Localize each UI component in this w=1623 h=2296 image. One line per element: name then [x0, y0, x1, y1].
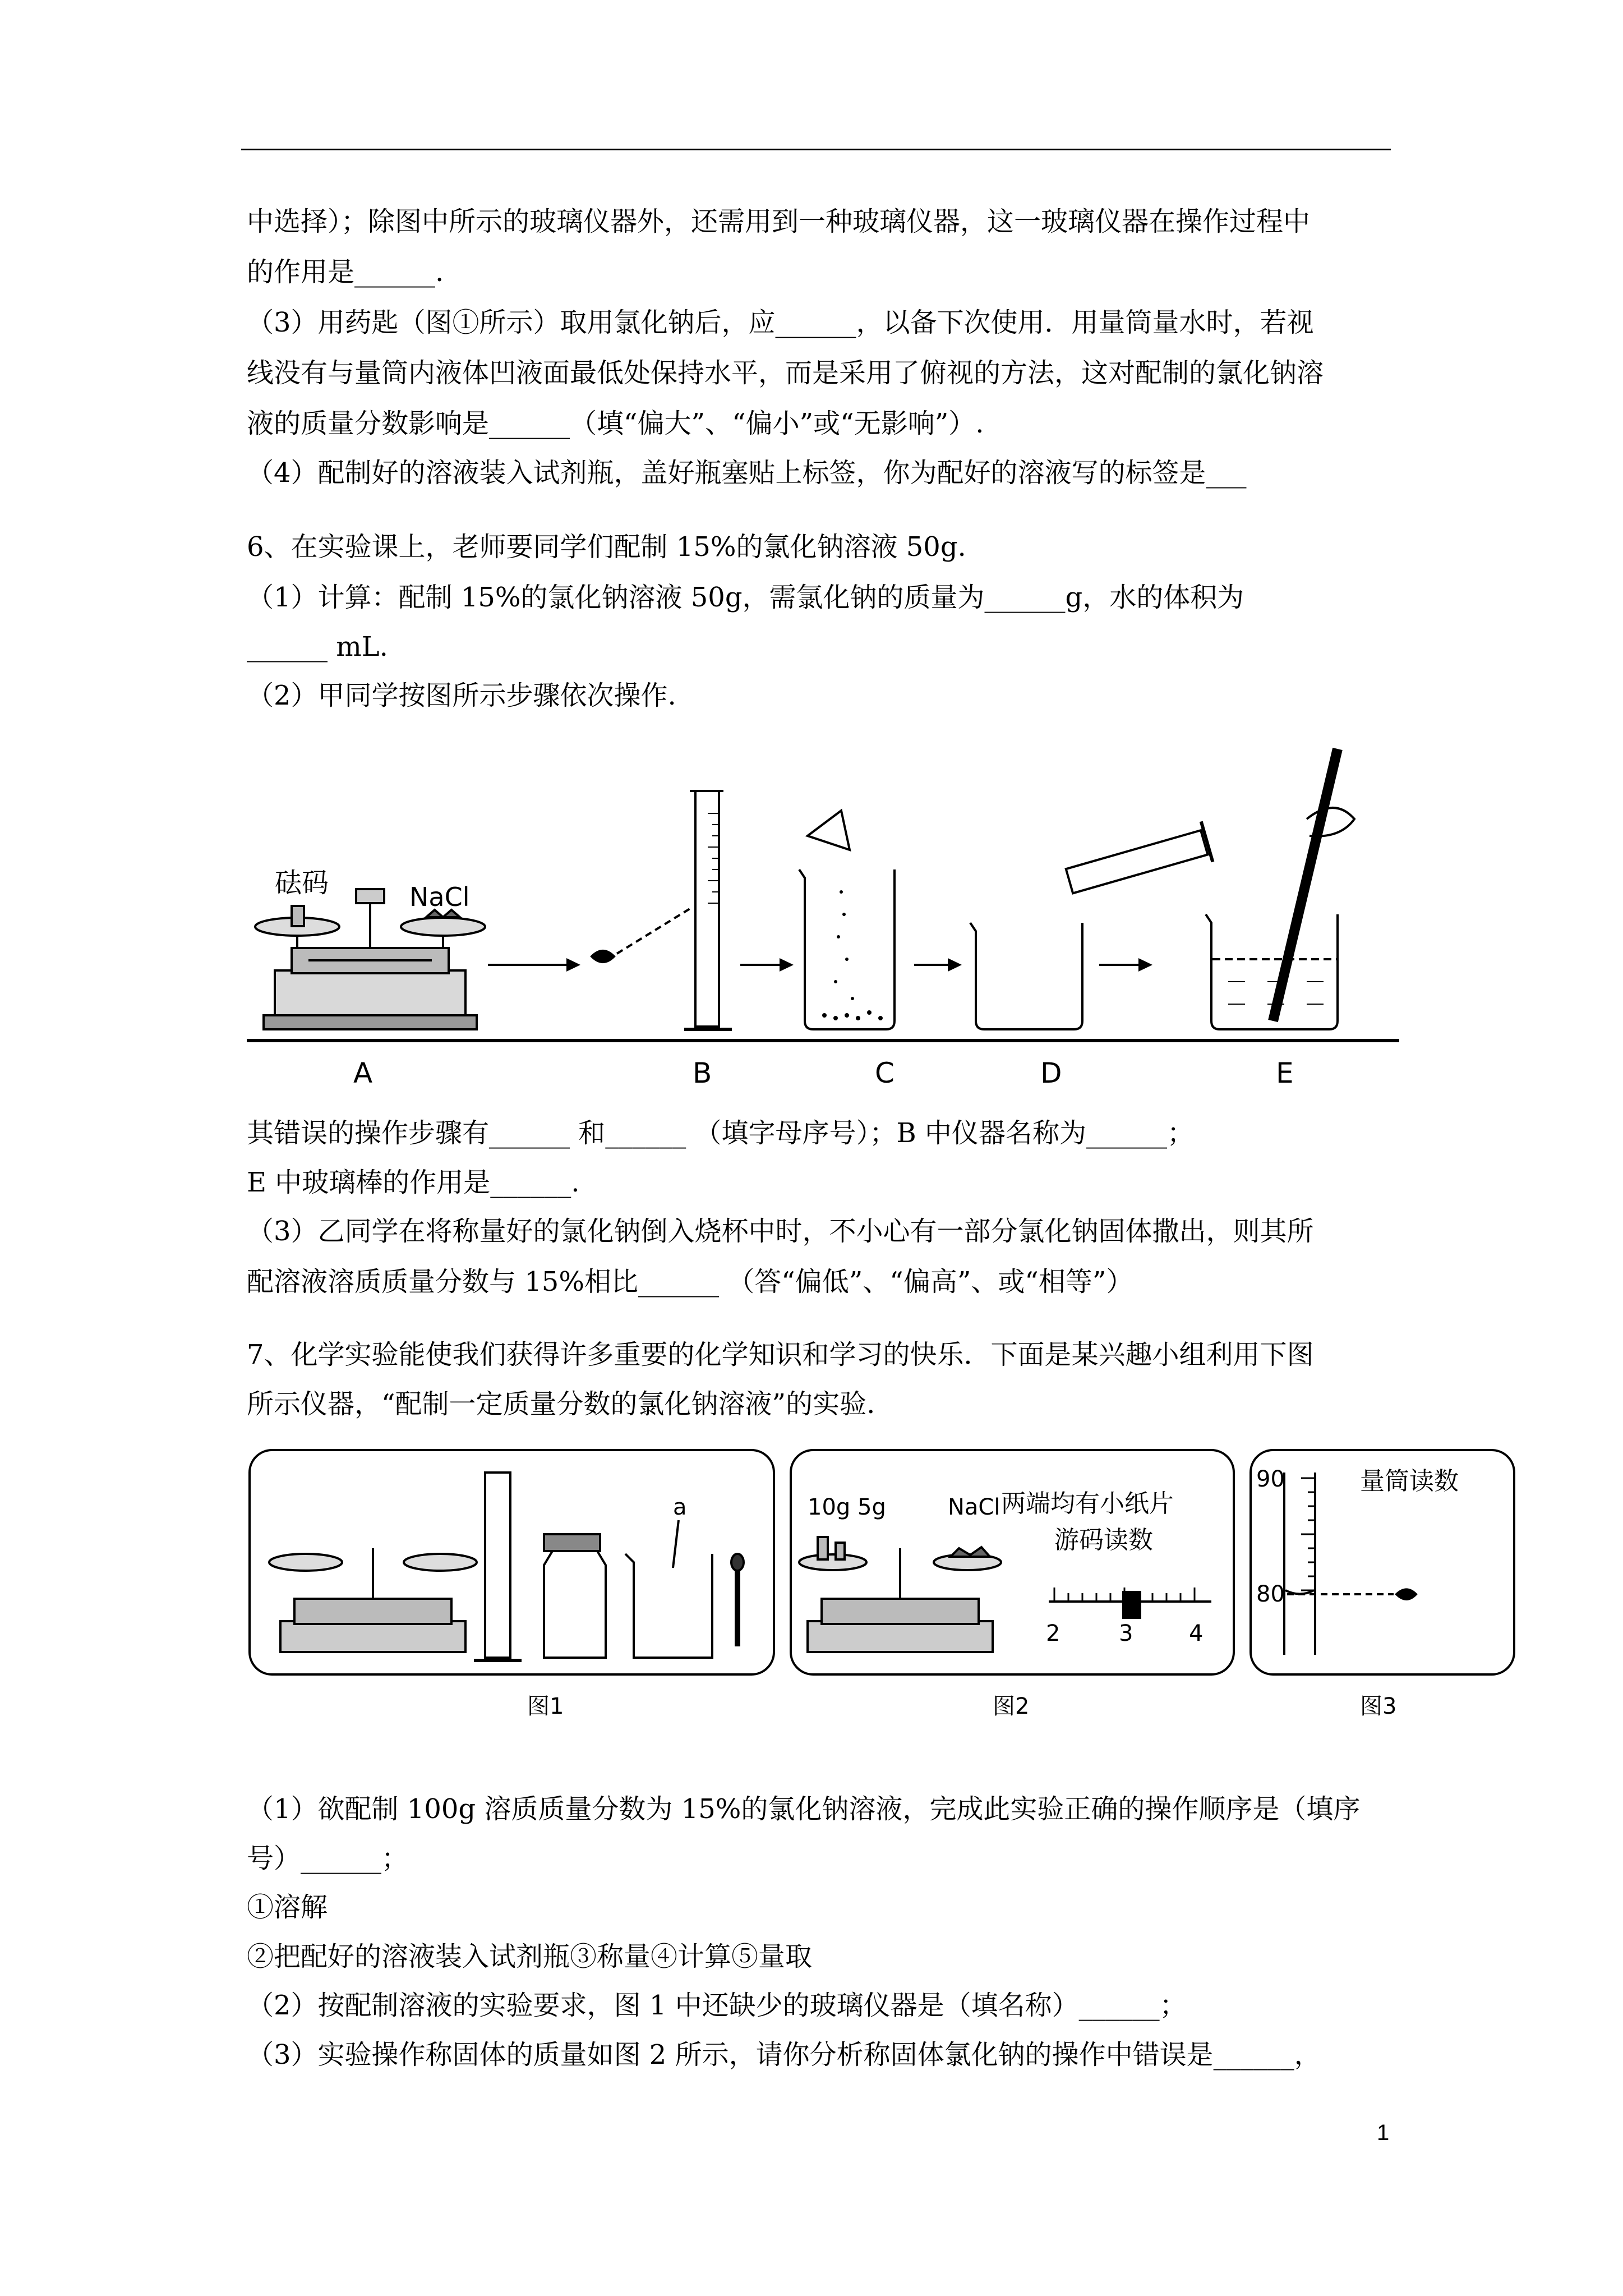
text-line: 所示仪器，“配制一定质量分数的氯化钠溶液”的实验.: [247, 1388, 875, 1420]
text-line: （3）用药匙（图①所示）取用氯化钠后，应______，以备下次使用．用量筒量水时，若视: [247, 307, 1314, 338]
step-label-b: B: [693, 1057, 712, 1089]
note-paper: 两端均有小纸片: [1001, 1489, 1174, 1518]
text-line: （3）乙同学在将称量好的氯化钠倒入烧杯中时，不小心有一部分氯化钠固体撒出，则其所: [247, 1216, 1314, 1247]
cylinder-reading-label: 量筒读数: [1360, 1467, 1459, 1496]
text-line: ______ mL.: [247, 631, 388, 662]
text-line: 线没有与量筒内液体凹液面最低处保持水平，而是采用了俯视的方法，这对配制的氯化钠溶: [247, 357, 1324, 389]
text-line: （2）按配制溶液的实验要求，图 1 中还缺少的玻璃仪器是（填名称）______；: [247, 1990, 1187, 2021]
weights-label: 10g 5g: [808, 1494, 886, 1520]
eye-icon: [1396, 1590, 1416, 1600]
text-line: 中选择）；除图中所示的玻璃仪器外，还需用到一种玻璃仪器，这一玻璃仪器在操作过程中: [247, 206, 1311, 237]
question-7-title: 7、化学实验能使我们获得许多重要的化学知识和学习的快乐．下面是某兴趣小组利用下图: [247, 1339, 1314, 1370]
text-line: 号）______；: [247, 1843, 409, 1874]
graduated-cylinder-icon: [1284, 1473, 1315, 1655]
scale-tick: 4: [1189, 1621, 1204, 1646]
text-line: ①溶解: [247, 1892, 328, 1923]
beaker-icon: [625, 1554, 712, 1658]
text-line: 其错误的操作步骤有______ 和______ （填字母序号）；B 中仪器名称为______；: [247, 1117, 1195, 1149]
apparatus-figures: [247, 1447, 1525, 1728]
step-label-c: C: [875, 1057, 895, 1089]
balance-icon: [799, 1537, 1001, 1652]
note-rider-reading: 游码读数: [1054, 1526, 1153, 1554]
bottle-icon: [544, 1534, 606, 1658]
question-6-title: 6、在实验课上，老师要同学们配制 15%的氯化钠溶液 50g.: [247, 531, 966, 563]
text-line: 配溶液溶质质量分数与 15%相比______ （答“偏低”、“偏高”、或“相等”）: [247, 1266, 1133, 1297]
caption-fig1: 图1: [527, 1694, 564, 1719]
text-line: （1）欲配制 100g 溶质质量分数为 15%的氯化钠溶液，完成此实验正确的操作顺序是（填序: [247, 1793, 1361, 1825]
beaker-icon: [799, 811, 895, 1029]
graduated-cylinder-icon: [485, 1473, 510, 1658]
eye-icon: [592, 951, 614, 962]
process-figure: [241, 729, 1402, 1099]
tick-90: 90: [1256, 1466, 1285, 1492]
text-line: 液的质量分数影响是______（填“偏大”、“偏小”或“无影响”）.: [247, 408, 984, 439]
nacl-label: NaCl: [948, 1494, 1000, 1520]
beaker-icon: [970, 821, 1212, 1029]
nacl-label: NaCl: [409, 882, 470, 912]
text-line: E 中玻璃棒的作用是______.: [247, 1167, 580, 1198]
step-label-e: E: [1276, 1057, 1294, 1089]
beaker-icon: [1206, 749, 1354, 1029]
rider-scale: [1049, 1588, 1211, 1618]
tick-80: 80: [1256, 1581, 1285, 1607]
text-line: （2）甲同学按图所示步骤依次操作.: [247, 680, 676, 711]
weight-label: 砝码: [275, 867, 329, 899]
graduated-cylinder-icon: [684, 791, 732, 1029]
scale-tick: 3: [1119, 1621, 1133, 1646]
text-line: 的作用是______.: [247, 256, 444, 288]
text-line: （1）计算：配制 15%的氯化钠溶液 50g，需氯化钠的质量为______g，水的体积为: [247, 582, 1244, 613]
step-label-a: A: [353, 1057, 373, 1089]
scale-tick: 2: [1046, 1621, 1061, 1646]
text-line: ②把配好的溶液装入试剂瓶③称量④计算⑤量取: [247, 1941, 813, 1972]
label-a: a: [673, 1494, 687, 1520]
caption-fig3: 图3: [1360, 1694, 1397, 1719]
caption-fig2: 图2: [993, 1694, 1030, 1719]
text-line: （4）配制好的溶液装入试剂瓶，盖好瓶塞贴上标签，你为配好的溶液写的标签是___: [247, 457, 1247, 489]
page-number: 1: [1377, 2120, 1390, 2145]
balance-icon: [269, 1548, 477, 1652]
glass-rod-icon: [1273, 749, 1338, 1021]
step-label-d: D: [1040, 1057, 1062, 1089]
header-rule: [241, 149, 1391, 150]
text-line: （3）实验操作称固体的质量如图 2 所示，请你分析称固体氯化钠的操作中错误是______，: [247, 2039, 1321, 2070]
